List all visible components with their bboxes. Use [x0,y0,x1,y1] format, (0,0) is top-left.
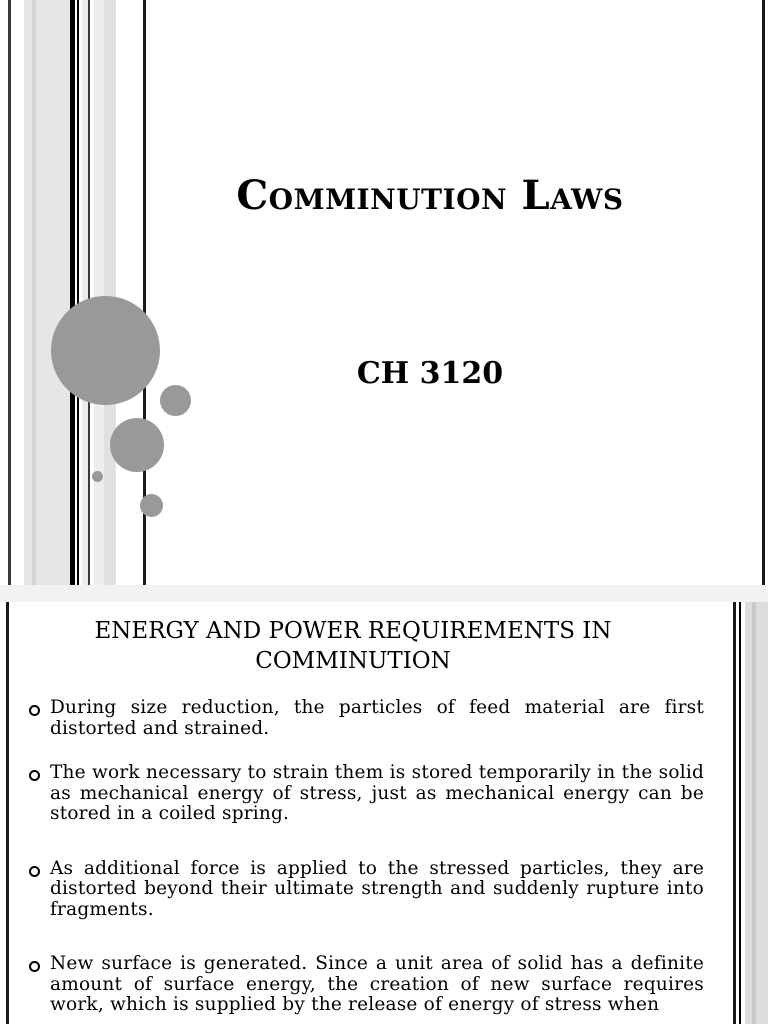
bullet-circle-icon [29,866,40,877]
bullet-circle-icon [29,770,40,781]
bullet-circle-icon [29,705,40,716]
circle-large [51,296,160,405]
stripe [24,0,70,585]
stripe [733,602,736,1024]
stripe [32,0,36,585]
stripe [6,602,9,1024]
bullet-text: New surface is generated. Since a unit area of solid has a definite amount of surface energy, the creation of new surface requires work, which is supplied by the release of energy of stress when [50,953,704,1015]
course-code: CH 3120 [356,356,504,391]
bullet-list [28,698,704,1024]
stripe [94,0,104,585]
stripe [739,602,741,1024]
bullet-text: During size reduction, the particles of feed material are first distorted and strained. [50,697,704,739]
stripe [762,0,765,585]
stripe [77,0,79,585]
slide-title: Comminution Laws [236,172,624,219]
stripe [745,602,768,1024]
circle-small [140,494,163,517]
slide-heading: ENERGY AND POWER REQUIREMENTS IN COMMINUTION [94,618,612,674]
content-slide [0,602,768,1024]
list-item [28,763,704,825]
circle-medium [110,418,164,472]
bullet-circle-icon [29,961,40,972]
slide-separator [0,585,768,602]
list-item [28,954,704,1016]
stripe [88,0,90,585]
list-item [28,698,704,739]
stripe [752,602,756,1024]
stripe [70,0,75,585]
bullet-text: The work necessary to strain them is stored temporarily in the solid as mechanical energy of stress, just as mechanical energy can be stored in a coiled spring. [50,762,704,824]
stripe [104,0,116,585]
stripe [8,0,11,585]
bullet-text: As additional force is applied to the stressed particles, they are distorted beyond their ultimate strength and suddenly rupture into fragments. [50,857,704,920]
circle-tiny [92,471,103,482]
list-item [28,859,704,921]
